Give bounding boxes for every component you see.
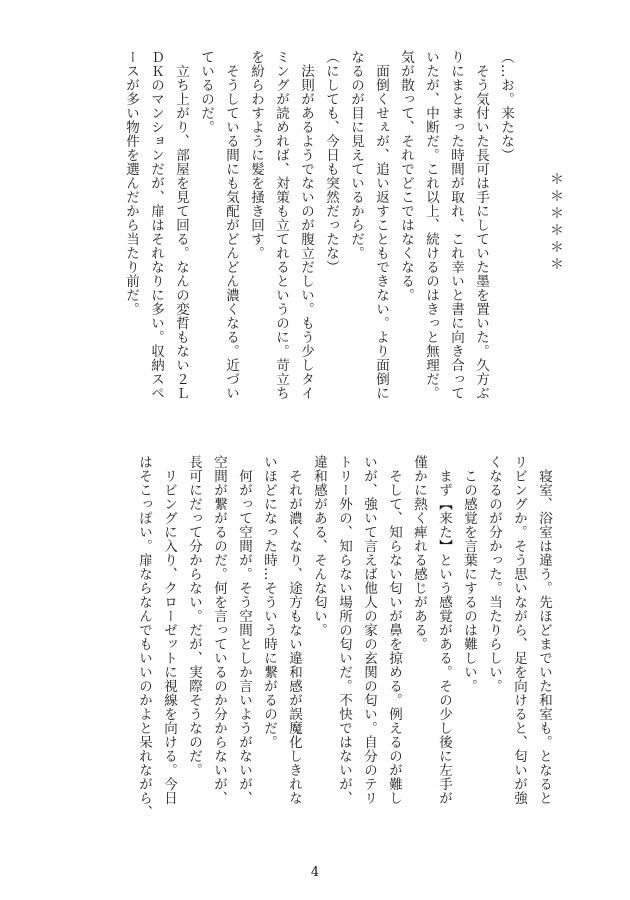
- text-line: 空間が繋がるのだ。何を言っているのか分からないが、: [211, 455, 227, 805]
- text-line: いほどになった時…そういう時に繋がるのだ。: [261, 455, 277, 749]
- text-line: 何がって空間が。そう空間としか言いようがないが、: [236, 455, 252, 805]
- text-line: リビングに入り、クローゼットに視線を向ける。今日: [161, 455, 177, 805]
- text-line: いが、強いて言えば他人の家の玄関の匂い。自分のテリ: [361, 455, 377, 805]
- text-line: 寝室、浴室は違う。先ほどまでいた和室も。となると: [536, 455, 552, 805]
- text-line: ているのだ。: [198, 50, 214, 134]
- bottom-text-block: [131, 455, 556, 825]
- text-line: 僅かに熱く痺れる感じがある。: [411, 455, 427, 651]
- text-line: ミングが読めれば、対策も立てれるというのに。苛立ち: [273, 50, 289, 400]
- text-line: 長可にだって分からない。だが、実際そうなのだ。: [186, 455, 202, 777]
- text-line: 法則があるようでないのが腹立だしい。もう少しタイ: [298, 50, 314, 400]
- page-number: 4: [310, 865, 320, 880]
- text-line: を紛らわすように髪を掻き回す。: [248, 50, 264, 260]
- text-line: 気が散って、それでどこではなくなる。: [398, 50, 414, 302]
- text-line: （にしても、今日も突然だったな）: [323, 50, 339, 274]
- text-line: 立ち上がり、部屋を見て回る。なんの変哲もない２Ｌ: [173, 50, 189, 400]
- text-line: 違和感がある、そんな匂い。: [311, 455, 327, 637]
- text-line: トリー外の、知らない場所の匂いだ。不快ではないが、: [336, 455, 352, 805]
- text-line: （…お。来たな）: [498, 50, 514, 162]
- text-line: なるのが目に見えているからだ。: [348, 50, 364, 260]
- text-line: この感覚を言葉にするのは難しい。: [461, 455, 477, 693]
- text-line: はそこっぽい。扉ならなんでもいいのかよと呆れながら、: [136, 455, 152, 819]
- text-line: いたが、中断だ。これ以上、続けるのはきっと無理だ。: [423, 50, 439, 400]
- text-line: それが濃くなり、途方もない違和感が誤魔化しきれな: [286, 455, 302, 805]
- text-line: くなるのが分かった。当たりらしい。: [486, 455, 502, 693]
- text-line: ースが多い物件を選んだから当たり前だ。: [123, 50, 139, 316]
- text-line: そう気付いた長可は手にしていた墨を置いた。久方ぶ: [473, 50, 489, 400]
- text-line: リビングか。そう思いながら、足を向けると、匂いが強: [511, 455, 527, 805]
- text-line: まず【来た】という感覚がある。その少し後に左手が: [436, 455, 452, 805]
- text-line: ＤＫのマンションだが、扉はそれなりに多い。収納スペ: [148, 50, 164, 400]
- text-line: そして、知らない匂いが鼻を掠める。例えるのが難し: [386, 455, 402, 805]
- text-line: そうしている間にも気配がどんどん濃くなる。近づい: [223, 50, 239, 400]
- top-text-block: [118, 50, 568, 420]
- blank-line: [518, 50, 543, 420]
- scene-break-heading: ＊＊＊＊＊＊: [548, 172, 564, 274]
- text-line: 面倒くせぇが、追い返すこともできない。より面倒に: [373, 50, 389, 400]
- text-line: りにまとまった時間が取れ、これ幸いと書に向き合って: [448, 50, 464, 400]
